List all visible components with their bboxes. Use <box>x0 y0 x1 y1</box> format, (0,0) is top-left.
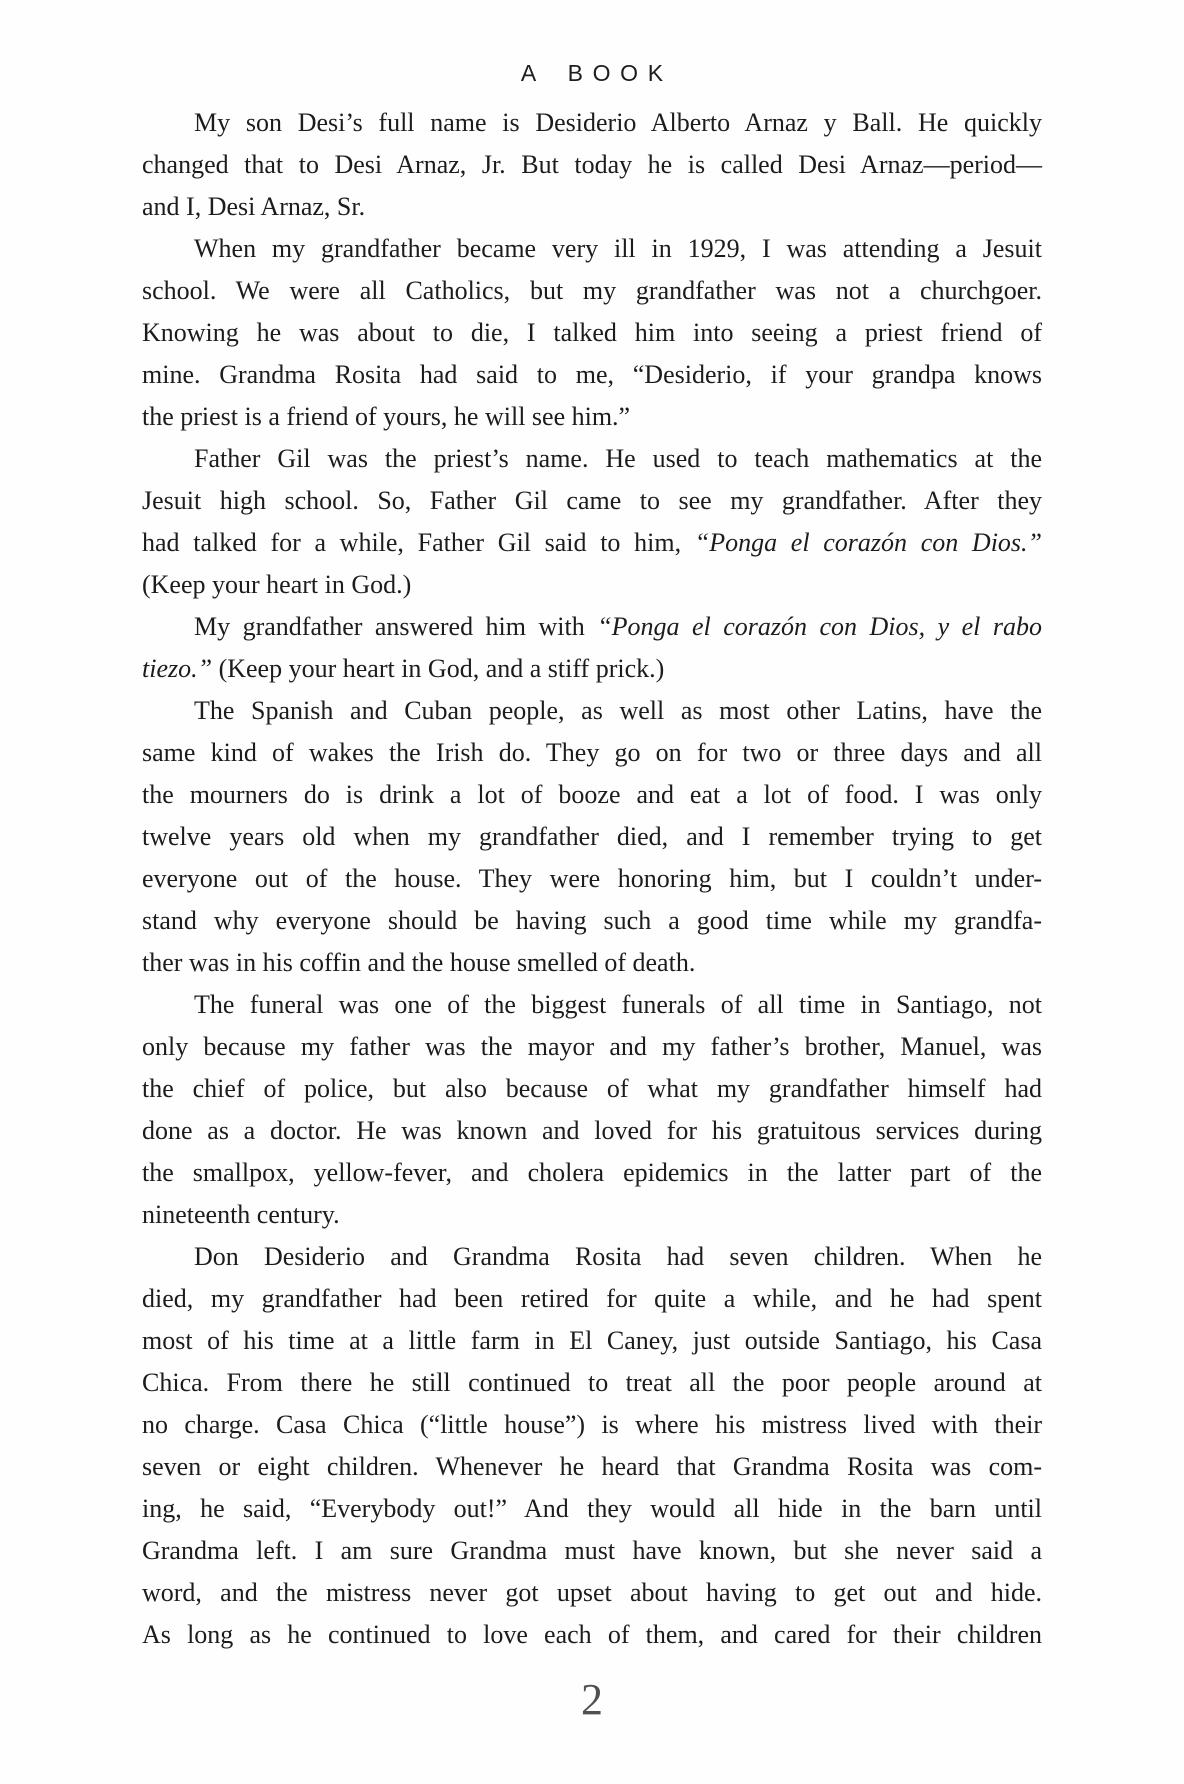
body-text: no charge. Casa Chica (“little house”) is where his mistress lived with their <box>142 1410 1042 1439</box>
text-line <box>142 312 1042 354</box>
body-text: ther was in his coffin and the house smelled of death. <box>142 948 696 977</box>
text-line <box>142 396 1042 438</box>
body-text: Grandma left. I am sure Grandma must have known, but she never said a <box>142 1536 1042 1565</box>
paragraph <box>142 438 1042 606</box>
text-line <box>142 144 1042 186</box>
text-block <box>142 102 1042 1656</box>
body-text: The Spanish and Cuban people, as well as most other Latins, have the <box>194 696 1042 725</box>
text-line <box>142 1194 1042 1236</box>
text-line <box>142 480 1042 522</box>
body-text: seven or eight children. Whenever he heard that Grandma Rosita was com- <box>142 1452 1042 1481</box>
body-text: had talked for a while, Father Gil said to him, <box>142 528 695 557</box>
body-text: (Keep your heart in God.) <box>142 570 412 599</box>
body-text: The funeral was one of the biggest funerals of all time in Santiago, not <box>194 990 1042 1019</box>
paragraph <box>142 1236 1042 1656</box>
text-line <box>142 1236 1042 1278</box>
text-line <box>142 228 1042 270</box>
text-line <box>142 270 1042 312</box>
text-line <box>142 816 1042 858</box>
body-text: changed that to Desi Arnaz, Jr. But today he is called Desi Arnaz—period— <box>142 150 1042 179</box>
text-line <box>142 690 1042 732</box>
text-line <box>142 564 1042 606</box>
italic-text: “Ponga el corazón con Dios.” <box>694 528 1042 557</box>
body-text: the chief of police, but also because of what my grandfather himself had <box>142 1074 1042 1103</box>
text-line <box>142 1572 1042 1614</box>
text-line <box>142 732 1042 774</box>
text-line <box>142 354 1042 396</box>
body-text: and I, Desi Arnaz, Sr. <box>142 192 366 221</box>
body-text: most of his time at a little farm in El Caney, just outside Santiago, his Casa <box>142 1326 1042 1355</box>
body-text: stand why everyone should be having such a good time while my grandfa- <box>142 906 1042 935</box>
body-text: Jesuit high school. So, Father Gil came to see my grandfather. After they <box>142 486 1042 515</box>
text-line <box>142 1614 1042 1656</box>
body-text: nineteenth century. <box>142 1200 340 1229</box>
paragraph <box>142 102 1042 228</box>
text-line <box>142 648 1042 690</box>
page-number: 2 <box>581 1675 603 1724</box>
text-line <box>142 774 1042 816</box>
body-text: ing, he said, “Everybody out!” And they would all hide in the barn until <box>142 1494 1042 1523</box>
body-text: same kind of wakes the Irish do. They go on for two or three days and all <box>142 738 1042 767</box>
body-text: word, and the mistress never got upset about having to get out and hide. <box>142 1578 1042 1607</box>
text-line <box>142 606 1042 648</box>
body-text: My grandfather answered him with <box>194 612 598 641</box>
text-line <box>142 1320 1042 1362</box>
text-line <box>142 858 1042 900</box>
body-text: the mourners do is drink a lot of booze and eat a lot of food. I was only <box>142 780 1042 809</box>
text-line <box>142 186 1042 228</box>
body-text: As long as he continued to love each of them, and cared for their children <box>142 1620 1042 1649</box>
text-line <box>142 102 1042 144</box>
text-line <box>142 1488 1042 1530</box>
body-text: the priest is a friend of yours, he will see him.” <box>142 402 631 431</box>
paragraph <box>142 606 1042 690</box>
text-line <box>142 438 1042 480</box>
paragraph <box>142 984 1042 1236</box>
body-text: Father Gil was the priest’s name. He used to teach mathematics at the <box>194 444 1042 473</box>
text-line <box>142 522 1042 564</box>
text-line <box>142 1278 1042 1320</box>
text-line <box>142 1068 1042 1110</box>
body-text: Knowing he was about to die, I talked him into seeing a priest friend of <box>142 318 1042 347</box>
running-head: A BOOK <box>520 60 673 86</box>
body-text: twelve years old when my grandfather died, and I remember trying to get <box>142 822 1042 851</box>
text-line <box>142 1446 1042 1488</box>
body-text: done as a doctor. He was known and loved for his gratuitous services during <box>142 1116 1042 1145</box>
text-line <box>142 1026 1042 1068</box>
body-text: When my grandfather became very ill in 1929, I was attending a Jesuit <box>194 234 1042 263</box>
body-text: the smallpox, yellow-fever, and cholera epidemics in the latter part of the <box>142 1158 1042 1187</box>
italic-text: tiezo.” <box>142 654 213 683</box>
text-line <box>142 1530 1042 1572</box>
body-text: only because my father was the mayor and my father’s brother, Manuel, was <box>142 1032 1042 1061</box>
paragraph <box>142 690 1042 984</box>
text-line <box>142 1110 1042 1152</box>
body-text: My son Desi’s full name is Desiderio Alberto Arnaz y Ball. He quickly <box>194 108 1042 137</box>
body-text: Chica. From there he still continued to treat all the poor people around at <box>142 1368 1042 1397</box>
text-line <box>142 1152 1042 1194</box>
body-text: (Keep your heart in God, and a stiff prick.) <box>212 654 665 683</box>
body-text: Don Desiderio and Grandma Rosita had seven children. When he <box>194 1242 1042 1271</box>
body-text: everyone out of the house. They were honoring him, but I couldn’t under- <box>142 864 1042 893</box>
body-text: mine. Grandma Rosita had said to me, “Desiderio, if your grandpa knows <box>142 360 1042 389</box>
body-text: died, my grandfather had been retired for quite a while, and he had spent <box>142 1284 1042 1313</box>
text-line <box>142 984 1042 1026</box>
text-line <box>142 942 1042 984</box>
text-line <box>142 1362 1042 1404</box>
body-text: school. We were all Catholics, but my grandfather was not a churchgoer. <box>142 276 1042 305</box>
text-line <box>142 1404 1042 1446</box>
text-line <box>142 900 1042 942</box>
italic-text: “Ponga el corazón con Dios, y el rabo <box>597 612 1043 641</box>
paragraph <box>142 228 1042 438</box>
